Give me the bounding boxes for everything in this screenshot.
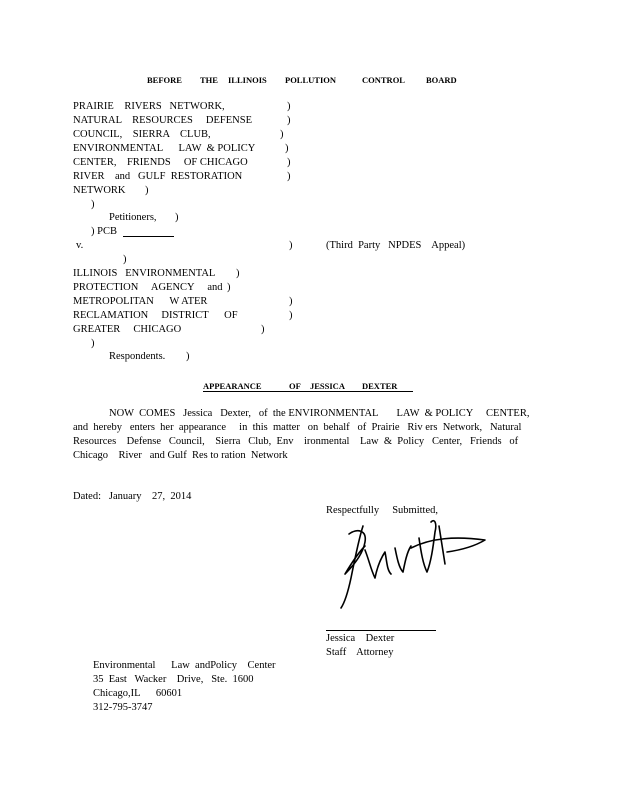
versus-label: v.: [76, 240, 84, 251]
caption-paren: ): [186, 351, 190, 362]
signer-name: Jessica Dexter: [326, 633, 395, 644]
address-line: Environmental Law andPolicy Center: [93, 660, 276, 671]
caption-paren: ): [227, 282, 231, 293]
petitioner-line: NETWORK: [73, 185, 126, 196]
caption-paren: ): [289, 310, 293, 321]
signature-line: [326, 630, 436, 631]
pcb-number-blank: [123, 236, 174, 237]
caption-paren: ): [289, 240, 293, 251]
heading-word: JESSICA: [310, 381, 345, 391]
caption-paren: ): [287, 157, 291, 168]
title-word: ILLINOIS: [228, 75, 267, 85]
respondent-line: PROTECTION AGENCY and: [73, 282, 223, 293]
petitioner-line: PRAIRIE RIVERS NETWORK,: [73, 101, 225, 112]
respondents-label: Respondents.: [109, 351, 166, 362]
petitioners-label: Petitioners,: [109, 212, 157, 223]
caption-paren: ): [236, 268, 240, 279]
caption-paren: ): [91, 199, 95, 210]
body-line: and hereby enters her appearance in this matter on behalf of Prairie Riv ers Network, Natural: [73, 422, 522, 433]
appeal-type: (Third Party NPDES Appeal): [326, 240, 466, 251]
petitioner-line: COUNCIL, SIERRA CLUB,: [73, 129, 211, 140]
body-line: Chicago River and Gulf Res to ration Network: [73, 450, 288, 461]
caption-paren: ): [175, 212, 179, 223]
address-line: Chicago,IL 60601: [93, 688, 183, 699]
caption-paren: ): [145, 185, 149, 196]
title-word: CONTROL: [362, 75, 405, 85]
petitioner-line: CENTER, FRIENDS OF CHICAGO: [73, 157, 248, 168]
heading-underline: [203, 391, 413, 392]
caption-paren: ): [280, 129, 284, 140]
respondent-line: ILLINOIS ENVIRONMENTAL: [73, 268, 216, 279]
address-line: 35 East Wacker Drive, Ste. 1600: [93, 674, 254, 685]
date-line: Dated: January 27, 2014: [73, 491, 192, 502]
caption-paren: ): [285, 143, 289, 154]
petitioner-line: RIVER and GULF RESTORATION: [73, 171, 243, 182]
caption-paren: ): [287, 115, 291, 126]
respondent-line: RECLAMATION DISTRICT OF: [73, 310, 238, 321]
body-line: Resources Defense Council, Sierra Club, Env ironmental Law & Policy Center, Friends of: [73, 436, 519, 447]
petitioner-line: NATURAL RESOURCES DEFENSE: [73, 115, 253, 126]
body-line: NOW COMES Jessica Dexter, of the ENVIRONMENTAL LAW & POLICY CENTER,: [109, 408, 530, 419]
respondent-line: GREATER CHICAGO: [73, 324, 182, 335]
pcb-label: ) PCB: [91, 226, 117, 237]
caption-paren: ): [289, 296, 293, 307]
caption-paren: ): [123, 254, 127, 265]
caption-paren: ): [287, 171, 291, 182]
title-word: BEFORE: [147, 75, 182, 85]
title-word: BOARD: [426, 75, 457, 85]
heading-word: OF: [289, 381, 301, 391]
heading-word: APPEARANCE: [203, 381, 262, 391]
title-word: POLLUTION: [285, 75, 337, 85]
closing-line: Respectfully Submitted,: [326, 505, 438, 516]
respondent-line: METROPOLITAN W ATER: [73, 296, 208, 307]
heading-word: DEXTER: [362, 381, 398, 391]
petitioner-line: ENVIRONMENTAL LAW & POLICY: [73, 143, 256, 154]
handwritten-signature: [335, 508, 495, 613]
caption-paren: ): [287, 101, 291, 112]
caption-paren: ): [261, 324, 265, 335]
caption-paren: ): [91, 338, 95, 349]
title-word: THE: [200, 75, 218, 85]
address-line: 312-795-3747: [93, 702, 153, 713]
signer-role: Staff Attorney: [326, 647, 394, 658]
